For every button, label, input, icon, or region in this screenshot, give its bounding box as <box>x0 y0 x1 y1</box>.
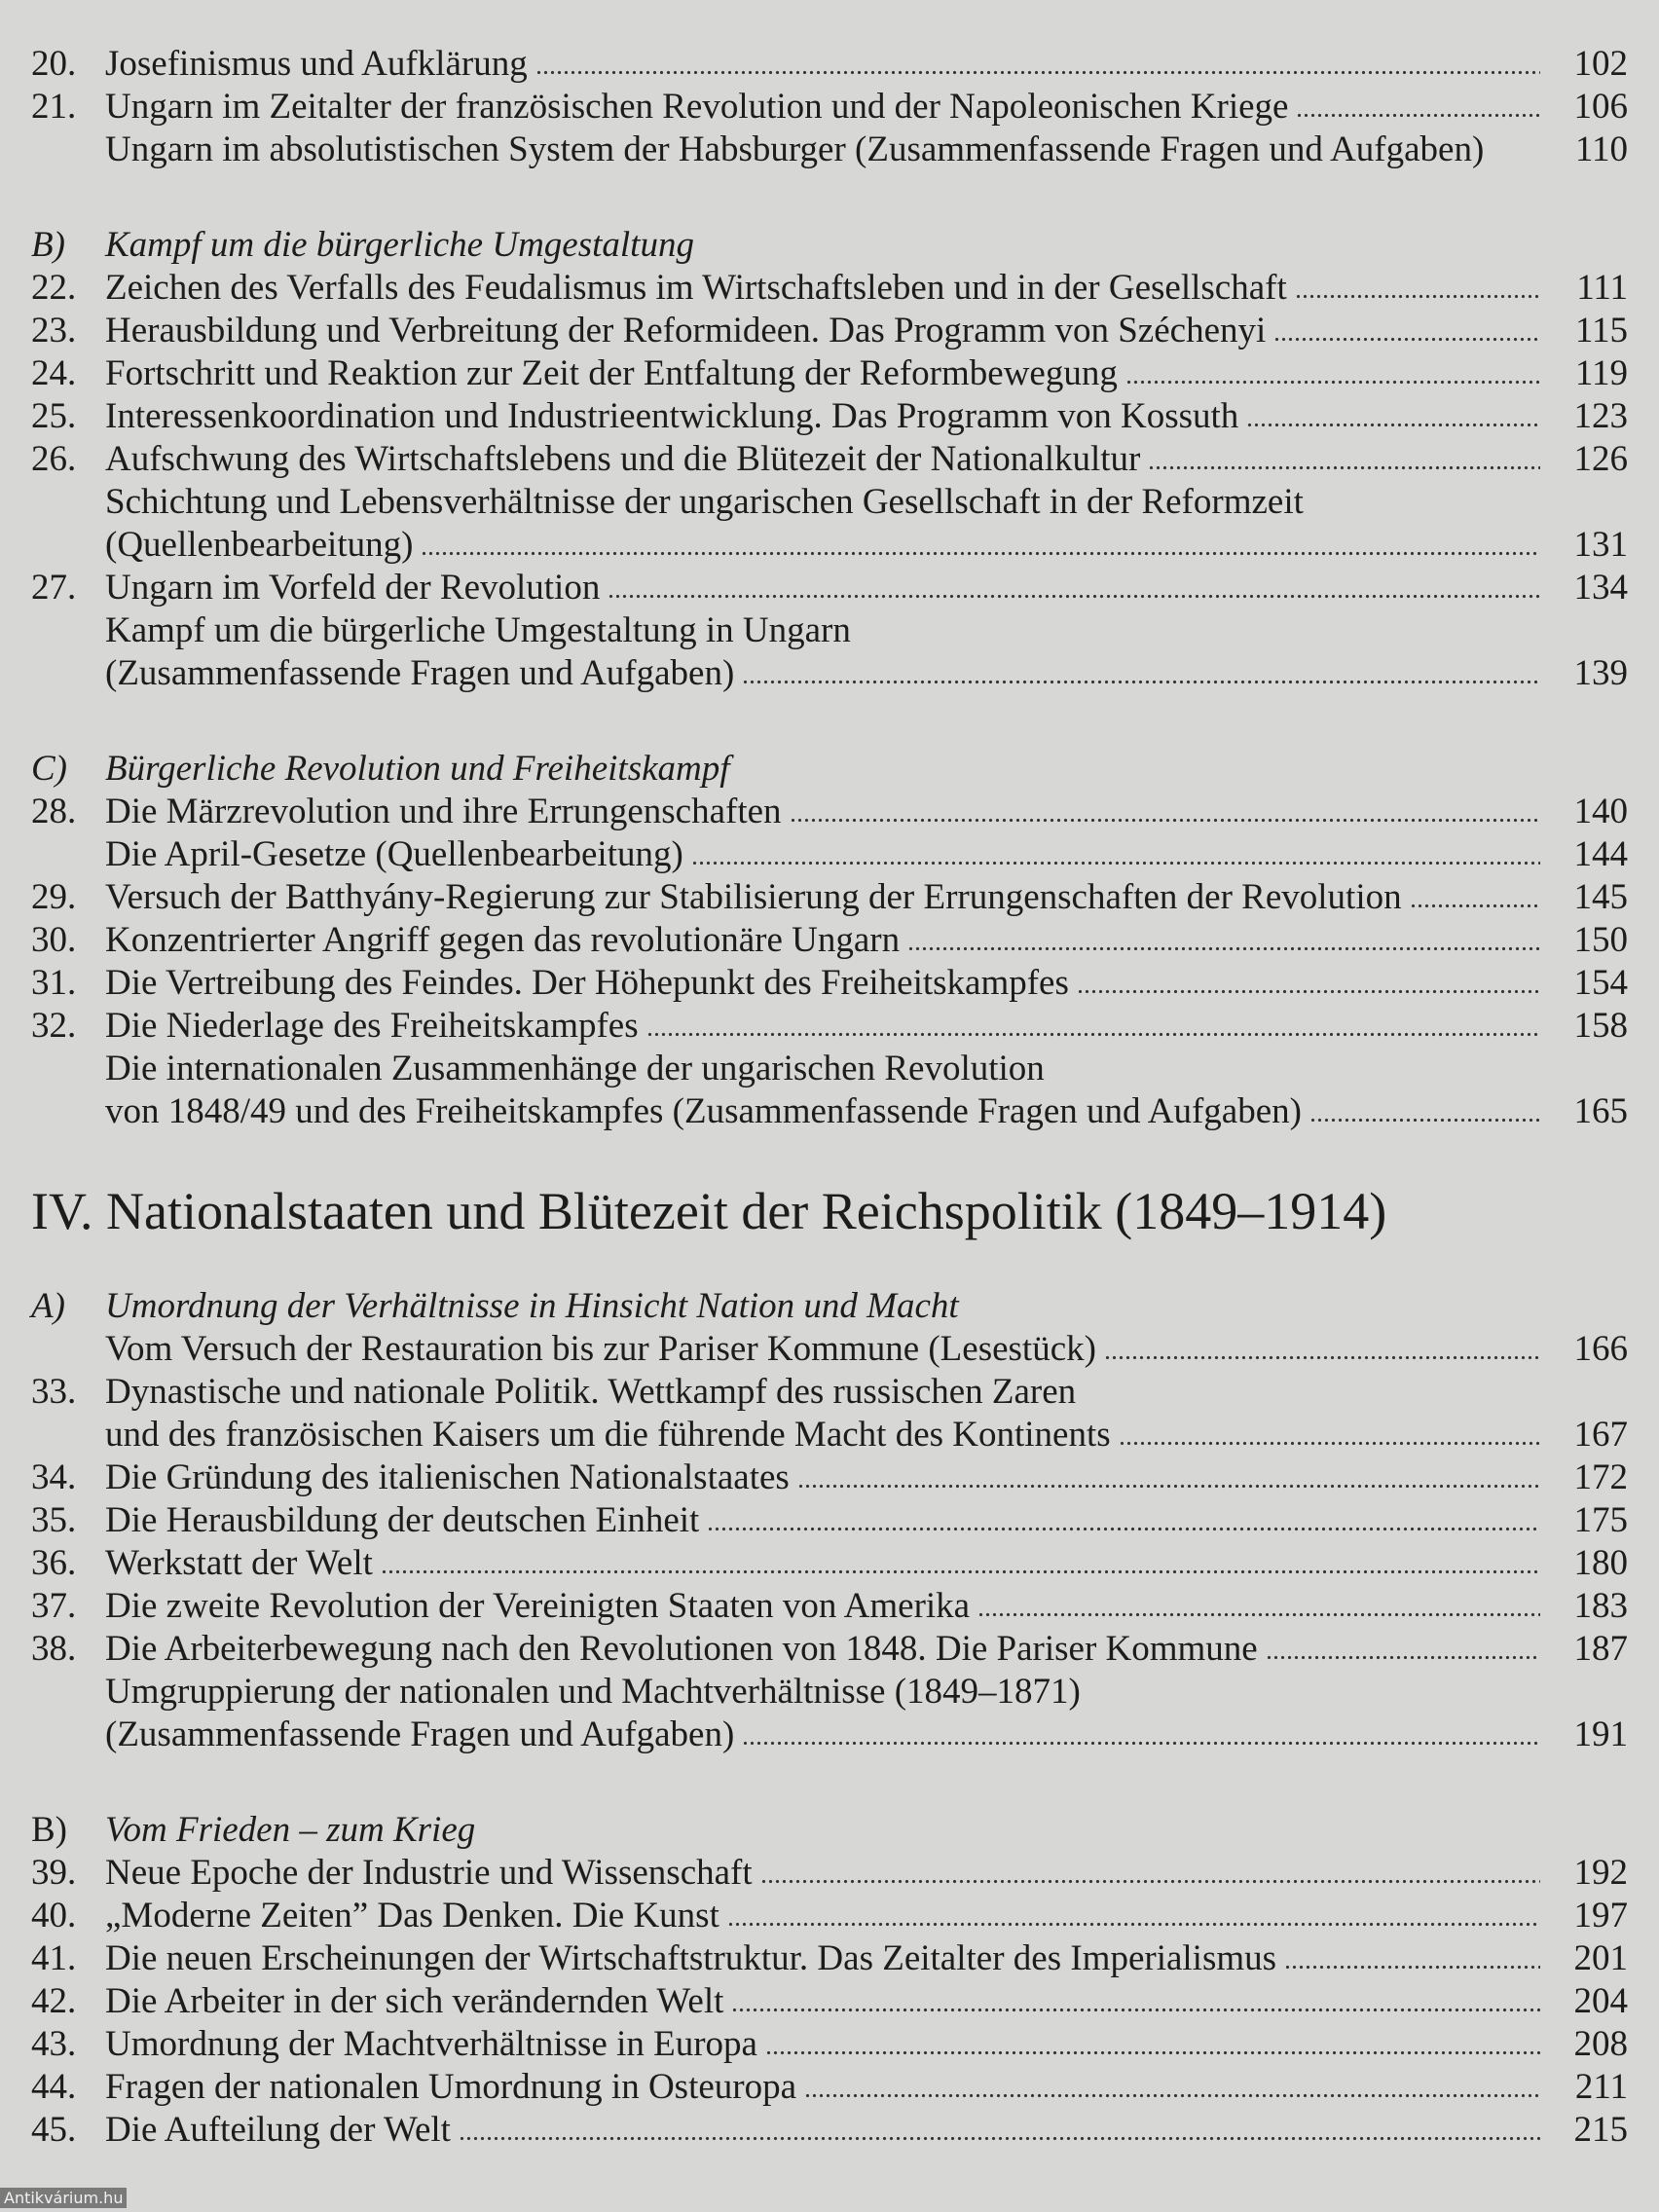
page-number: 183 <box>1573 1586 1628 1626</box>
page-number: 119 <box>1574 353 1628 393</box>
entry-number: B) <box>31 225 65 265</box>
section-heading <box>31 1809 1628 1852</box>
entry-title: (Quellenbearbeitung) <box>105 525 414 565</box>
entry-title: Umordnung der Verhältnisse in Hinsicht Nation und Macht <box>105 1286 959 1326</box>
entry-title: Dynastische und nationale Politik. Wettkampf des russischen Zaren <box>105 1372 1077 1412</box>
dot-leader <box>1284 1964 1540 1971</box>
toc-entry <box>31 1585 1628 1628</box>
toc-entry <box>31 833 1628 876</box>
page-number: 187 <box>1573 1629 1628 1669</box>
page-number: 123 <box>1573 396 1628 436</box>
entry-title: Zeichen des Verfalls des Feudalismus im Wirtschaftsleben und in der Gesellschaft <box>105 268 1287 308</box>
dot-leader <box>1410 903 1540 909</box>
section-heading <box>31 748 1628 791</box>
entry-title: Ungarn im absolutistischen System der Habsburger (Zusammenfassende Fragen und Aufgaben) <box>105 129 1485 169</box>
dot-leader <box>381 1568 1540 1575</box>
toc-entry <box>31 43 1628 86</box>
page-number: 204 <box>1573 1981 1628 2021</box>
entry-title: Schichtung und Lebensverhältnisse der ungarischen Gesellschaft in der Reformzeit <box>105 482 1304 522</box>
dot-leader <box>790 817 1540 824</box>
entry-title: Ungarn im Zeitalter der französischen Revolution und der Napoleonischen Kriege <box>105 87 1289 127</box>
page-number: 208 <box>1573 2024 1628 2064</box>
entry-title: Josefinismus und Aufklärung <box>105 44 528 84</box>
entry-number: C) <box>31 749 67 789</box>
dot-leader <box>977 1611 1540 1618</box>
page-number: 166 <box>1573 1329 1628 1369</box>
toc-entry <box>31 1371 1628 1414</box>
dot-leader <box>1148 464 1540 471</box>
entry-number: 34. <box>31 1457 77 1497</box>
entry-title: Interessenkoordination und Industrieentwicklung. Das Programm von Kossuth <box>105 396 1239 436</box>
entry-title: und des französischen Kaisers um die führende Macht des Kontinents <box>105 1415 1111 1455</box>
toc-entry <box>31 86 1628 129</box>
entry-title: Bürgerliche Revolution und Freiheitskampf <box>105 749 730 789</box>
entry-title: Umgruppierung der nationalen und Machtverhältnisse (1849–1871) <box>105 1672 1081 1712</box>
dot-leader <box>707 1526 1540 1532</box>
page-number: 150 <box>1573 920 1628 960</box>
toc-entry <box>31 652 1628 695</box>
dot-leader <box>797 1483 1540 1490</box>
page-number: 110 <box>1574 129 1628 169</box>
entry-number: 30. <box>31 920 77 960</box>
toc-entry <box>31 267 1628 310</box>
toc-entry <box>31 524 1628 567</box>
entry-title: Die internationalen Zusammenhänge der ungarischen Revolution <box>105 1049 1045 1088</box>
toc-entry <box>31 962 1628 1005</box>
entry-number: B) <box>31 1810 67 1850</box>
entry-title: Vom Versuch der Restauration bis zur Pariser Kommune (Lesestück) <box>105 1329 1096 1369</box>
entry-number: 28. <box>31 792 77 831</box>
toc-entry <box>31 791 1628 833</box>
dot-leader <box>727 1921 1540 1928</box>
dot-leader <box>742 679 1540 685</box>
entry-number: 43. <box>31 2024 77 2064</box>
page-number: 126 <box>1573 439 1628 479</box>
entry-title: Die neuen Erscheinungen der Wirtschaftstruktur. Das Zeitalter des Imperialismus <box>105 1938 1277 1978</box>
page-number: 192 <box>1573 1853 1628 1893</box>
dot-leader <box>1273 336 1540 343</box>
toc-entry <box>31 1980 1628 2023</box>
page-number: 201 <box>1573 1938 1628 1978</box>
entry-number: 37. <box>31 1586 77 1626</box>
entry-number: 32. <box>31 1006 77 1046</box>
toc-entry <box>31 1414 1628 1456</box>
dot-leader <box>1295 293 1540 300</box>
toc-entry <box>31 310 1628 352</box>
entry-title: Werkstatt der Welt <box>105 1543 373 1583</box>
toc-entry <box>31 2023 1628 2066</box>
toc-entry <box>31 129 1628 171</box>
dot-leader <box>765 2049 1540 2056</box>
dot-leader <box>535 69 1540 76</box>
page-number: 165 <box>1573 1091 1628 1131</box>
page-number: 102 <box>1573 44 1628 84</box>
watermark: Antikvárium.hu <box>0 2188 127 2208</box>
dot-leader <box>1125 379 1540 386</box>
entry-number: 36. <box>31 1543 77 1583</box>
page-number: 211 <box>1574 2067 1628 2107</box>
entry-number: 29. <box>31 877 77 917</box>
toc-entry <box>31 1628 1628 1671</box>
toc-entry <box>31 1090 1628 1133</box>
entry-title: Umordnung der Machtverhältnisse in Europa <box>105 2024 757 2064</box>
entry-number: 20. <box>31 44 77 84</box>
page-number: 172 <box>1573 1457 1628 1497</box>
entry-title: Kampf um die bürgerliche Umgestaltung <box>105 225 694 265</box>
entry-number: 23. <box>31 311 77 350</box>
entry-number: 21. <box>31 87 77 127</box>
dot-leader <box>421 550 1540 557</box>
page-number: 140 <box>1573 792 1628 831</box>
dot-leader <box>1119 1440 1540 1447</box>
page-number: 191 <box>1573 1714 1628 1754</box>
page-number: 175 <box>1573 1500 1628 1540</box>
page-number: 154 <box>1573 963 1628 1003</box>
toc-entry <box>31 1937 1628 1980</box>
entry-title: Fragen der nationalen Umordnung in Osteuropa <box>105 2067 797 2107</box>
entry-number: 22. <box>31 268 77 308</box>
entry-title: Die Märzrevolution und ihre Errungenschaften <box>105 792 782 831</box>
toc-entry <box>31 395 1628 438</box>
page-number: 111 <box>1576 268 1628 308</box>
page-number: 139 <box>1573 653 1628 693</box>
toc-entry <box>31 1671 1628 1714</box>
toc-entry <box>31 1048 1628 1090</box>
page-number: 158 <box>1573 1006 1628 1046</box>
dot-leader <box>1104 1354 1540 1361</box>
dot-leader <box>742 1740 1540 1747</box>
page-number: 197 <box>1573 1896 1628 1936</box>
entry-number: 39. <box>31 1853 77 1893</box>
dot-leader <box>691 860 1540 866</box>
entry-number: 33. <box>31 1372 77 1412</box>
entry-number: 26. <box>31 439 77 479</box>
toc-entry <box>31 2066 1628 2109</box>
entry-number: 45. <box>31 2110 77 2150</box>
toc-entry <box>31 876 1628 919</box>
entry-title: Ungarn im Vorfeld der Revolution <box>105 568 601 608</box>
toc-entry <box>31 481 1628 524</box>
dot-leader <box>1246 422 1540 428</box>
dot-leader <box>1077 988 1540 995</box>
page-number: 115 <box>1574 311 1628 350</box>
page-number: 215 <box>1573 2110 1628 2150</box>
dot-leader <box>804 2092 1540 2099</box>
entry-title: Die zweite Revolution der Vereinigten Staaten von Amerika <box>105 1586 971 1626</box>
entry-title: Konzentrierter Angriff gegen das revolutionäre Ungarn <box>105 920 901 960</box>
entry-title: von 1848/49 und des Freiheitskampfes (Zusammenfassende Fragen und Aufgaben) <box>105 1091 1302 1131</box>
toc-entry <box>31 1499 1628 1542</box>
entry-number: 25. <box>31 396 77 436</box>
entry-number: A) <box>31 1286 65 1326</box>
section-heading <box>31 224 1628 267</box>
entry-title: Herausbildung und Verbreitung der Reformideen. Das Programm von Széchenyi <box>105 311 1267 350</box>
entry-title: Fortschritt und Reaktion zur Zeit der Entfaltung der Reformbewegung <box>105 353 1118 393</box>
dot-leader <box>760 1878 1540 1885</box>
dot-leader <box>1296 112 1540 119</box>
entry-title: Die Herausbildung der deutschen Einheit <box>105 1500 700 1540</box>
page-number: 134 <box>1573 568 1628 608</box>
entry-title: „Moderne Zeiten” Das Denken. Die Kunst <box>105 1896 719 1936</box>
page-number: 106 <box>1573 87 1628 127</box>
page-number: 145 <box>1573 877 1628 917</box>
toc-entry <box>31 1328 1628 1371</box>
toc-entry <box>31 352 1628 395</box>
entry-title: Aufschwung des Wirtschaftslebens und die Blütezeit der Nationalkultur <box>105 439 1141 479</box>
entry-title: Die Gründung des italienischen Nationalstaates <box>105 1457 790 1497</box>
entry-title: Die Aufteilung der Welt <box>105 2110 451 2150</box>
entry-title: Die Arbeiter in der sich verändernden Welt <box>105 1981 724 2021</box>
dot-leader <box>1266 1654 1540 1661</box>
toc-entry <box>31 438 1628 481</box>
toc-entry <box>31 1852 1628 1895</box>
entry-title: Die April-Gesetze (Quellenbearbeitung) <box>105 834 683 874</box>
toc-entry <box>31 919 1628 962</box>
section-heading <box>31 1285 1628 1328</box>
entry-title: (Zusammenfassende Fragen und Aufgaben) <box>105 653 735 693</box>
entry-number: 24. <box>31 353 77 393</box>
entry-title: Vom Frieden – zum Krieg <box>105 1810 476 1850</box>
entry-number: 44. <box>31 2067 77 2107</box>
dot-leader <box>731 2007 1540 2013</box>
toc-entry <box>31 567 1628 609</box>
entry-number: 27. <box>31 568 77 608</box>
dot-leader <box>646 1031 1540 1038</box>
page-number: 131 <box>1573 525 1628 565</box>
dot-leader <box>1309 1117 1540 1124</box>
toc-entry <box>31 2109 1628 2152</box>
entry-title: (Zusammenfassende Fragen und Aufgaben) <box>105 1714 735 1754</box>
entry-number: 38. <box>31 1629 77 1669</box>
toc-entry <box>31 1895 1628 1937</box>
entry-number: 35. <box>31 1500 77 1540</box>
toc-entry <box>31 1005 1628 1048</box>
toc-entry <box>31 609 1628 652</box>
entry-number: 40. <box>31 1896 77 1936</box>
entry-title: Neue Epoche der Industrie und Wissenschaft <box>105 1853 753 1893</box>
toc-entry <box>31 1714 1628 1756</box>
dot-leader <box>907 945 1540 952</box>
chapter-title: IV. Nationalstaaten und Blütezeit der Reichspolitik (1849–1914) <box>31 1182 1387 1240</box>
entry-title: Die Vertreibung des Feindes. Der Höhepunkt des Freiheitskampfes <box>105 963 1069 1003</box>
toc-entry <box>31 1542 1628 1585</box>
entry-title: Die Niederlage des Freiheitskampfes <box>105 1006 639 1046</box>
entry-title: Kampf um die bürgerliche Umgestaltung in Ungarn <box>105 610 851 650</box>
entry-number: 42. <box>31 1981 77 2021</box>
page-number: 180 <box>1573 1543 1628 1583</box>
dot-leader <box>459 2135 1540 2142</box>
toc-entry <box>31 1456 1628 1499</box>
page-number: 167 <box>1573 1415 1628 1455</box>
page-number: 144 <box>1573 834 1628 874</box>
entry-title: Versuch der Batthyány-Regierung zur Stabilisierung der Errungenschaften der Revolution <box>105 877 1402 917</box>
entry-title: Die Arbeiterbewegung nach den Revolutionen von 1848. Die Pariser Kommune <box>105 1629 1258 1669</box>
entry-number: 31. <box>31 963 77 1003</box>
dot-leader <box>608 593 1540 600</box>
entry-number: 41. <box>31 1938 77 1978</box>
